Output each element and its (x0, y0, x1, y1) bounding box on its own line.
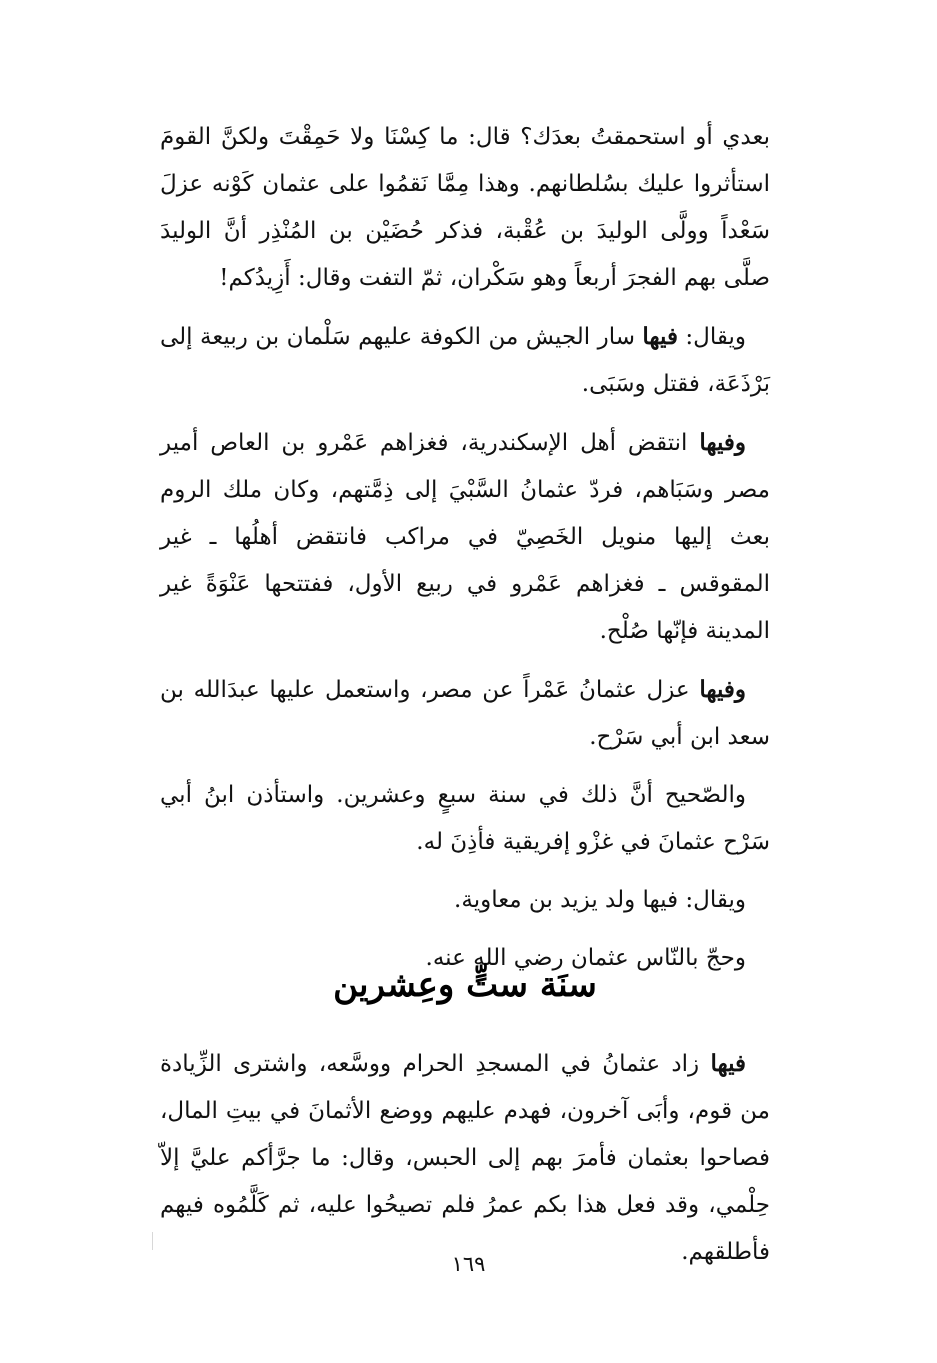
paragraph-4 (160, 666, 770, 761)
paragraph-3-lead: وفيها (699, 429, 746, 456)
paragraph-3-text: انتقض أهل الإسكندرية، فغزاهم عَمْرو بن العاص أمير مصر وسَبَاهم، فردّ عثمانُ السَّبْيَ إلى ذِمَّتهم، وكان ملك الروم بعث إليها منويل الخَصِيّ في مراكب فانتقض أهلُها ـ غير المقوقس ـ فغزاهم عَمْرو في ربيع الأول، ففتتحها عَنْوَةً غير المدينة فإنّها صُلْح. (160, 430, 770, 644)
paragraph-2-prefix: ويقال: (677, 324, 746, 350)
page-number: ١٦٩ (451, 1252, 486, 1276)
paragraph-4-lead: وفيها (699, 676, 746, 703)
paragraph-2-lead: فيها (642, 323, 678, 350)
text-block-top (160, 114, 770, 993)
crop-mark (152, 1232, 153, 1250)
section-heading: سنَة ستٍّ وعِشرين (333, 965, 597, 1005)
paragraph-8 (160, 1040, 770, 1276)
paragraph-7: وحجّ بالنّاس عثمان رضي الله عنه. (425, 945, 746, 971)
paragraph-2 (160, 313, 770, 408)
paragraph-8-text: زاد عثمانُ في المسجدِ الحرام ووسَّعه، واشترى الزِّيادة من قوم، وأبَى آخرون، فهدم عليهم ووضع الأثمانَ في بيتِ المال، فصاحوا بعثمان فأمرَ بهم إلى الحبس، وقال: ما جرَّأكم عليَّ إلاّ حِلْمي، وقد فعل هذا بكم عمرُ فلم تصيحُوا عليه، ثم كَلَّمُوه فيهم فأطلقهم. (160, 1051, 770, 1265)
paragraph-4-text: عزل عثمانُ عَمْراً عن مصر، واستعمل عليها عبدَالله بن سعد ابن أبي سَرْح. (160, 677, 770, 750)
paragraph-5: والصّحيح أنَّ ذلك في سنة سبعٍ وعشرين. واستأذن ابنُ أبي سَرْح عثمانَ في غزْو إفريقية فأذِنَ له. (160, 782, 770, 855)
paragraph-3 (160, 419, 770, 655)
paragraph-6: ويقال: فيها ولد يزيد بن معاوية. (454, 887, 746, 913)
text-block-bottom (160, 1040, 770, 1287)
paragraph-1: بعدي أو استحمقتُ بعدَك؟ قال: ما كِسْنَا ولا حَمِقْتَ ولكنَّ القومَ استأثروا عليك بسُلطانهم. وهذا مِمَّا نَقمُوا على عثمان كَوْنه عزلَ سَعْداً وولَّى الوليدَ بن عُقْبة، فذكر حُضَيْن بن المُنْذِر أنَّ الوليدَ صلَّى بهم الفجرَ أربعاً وهو سَكْران، ثمّ التفت وقال: أَزِيدُكم! (160, 124, 770, 291)
paragraph-8-lead: فيها (710, 1050, 746, 1077)
paragraph-2-text: سار الجيش من الكوفة عليهم سَلْمان بن ربيعة إلى بَرْذَعَة، فقتل وسَبَى. (160, 324, 770, 397)
